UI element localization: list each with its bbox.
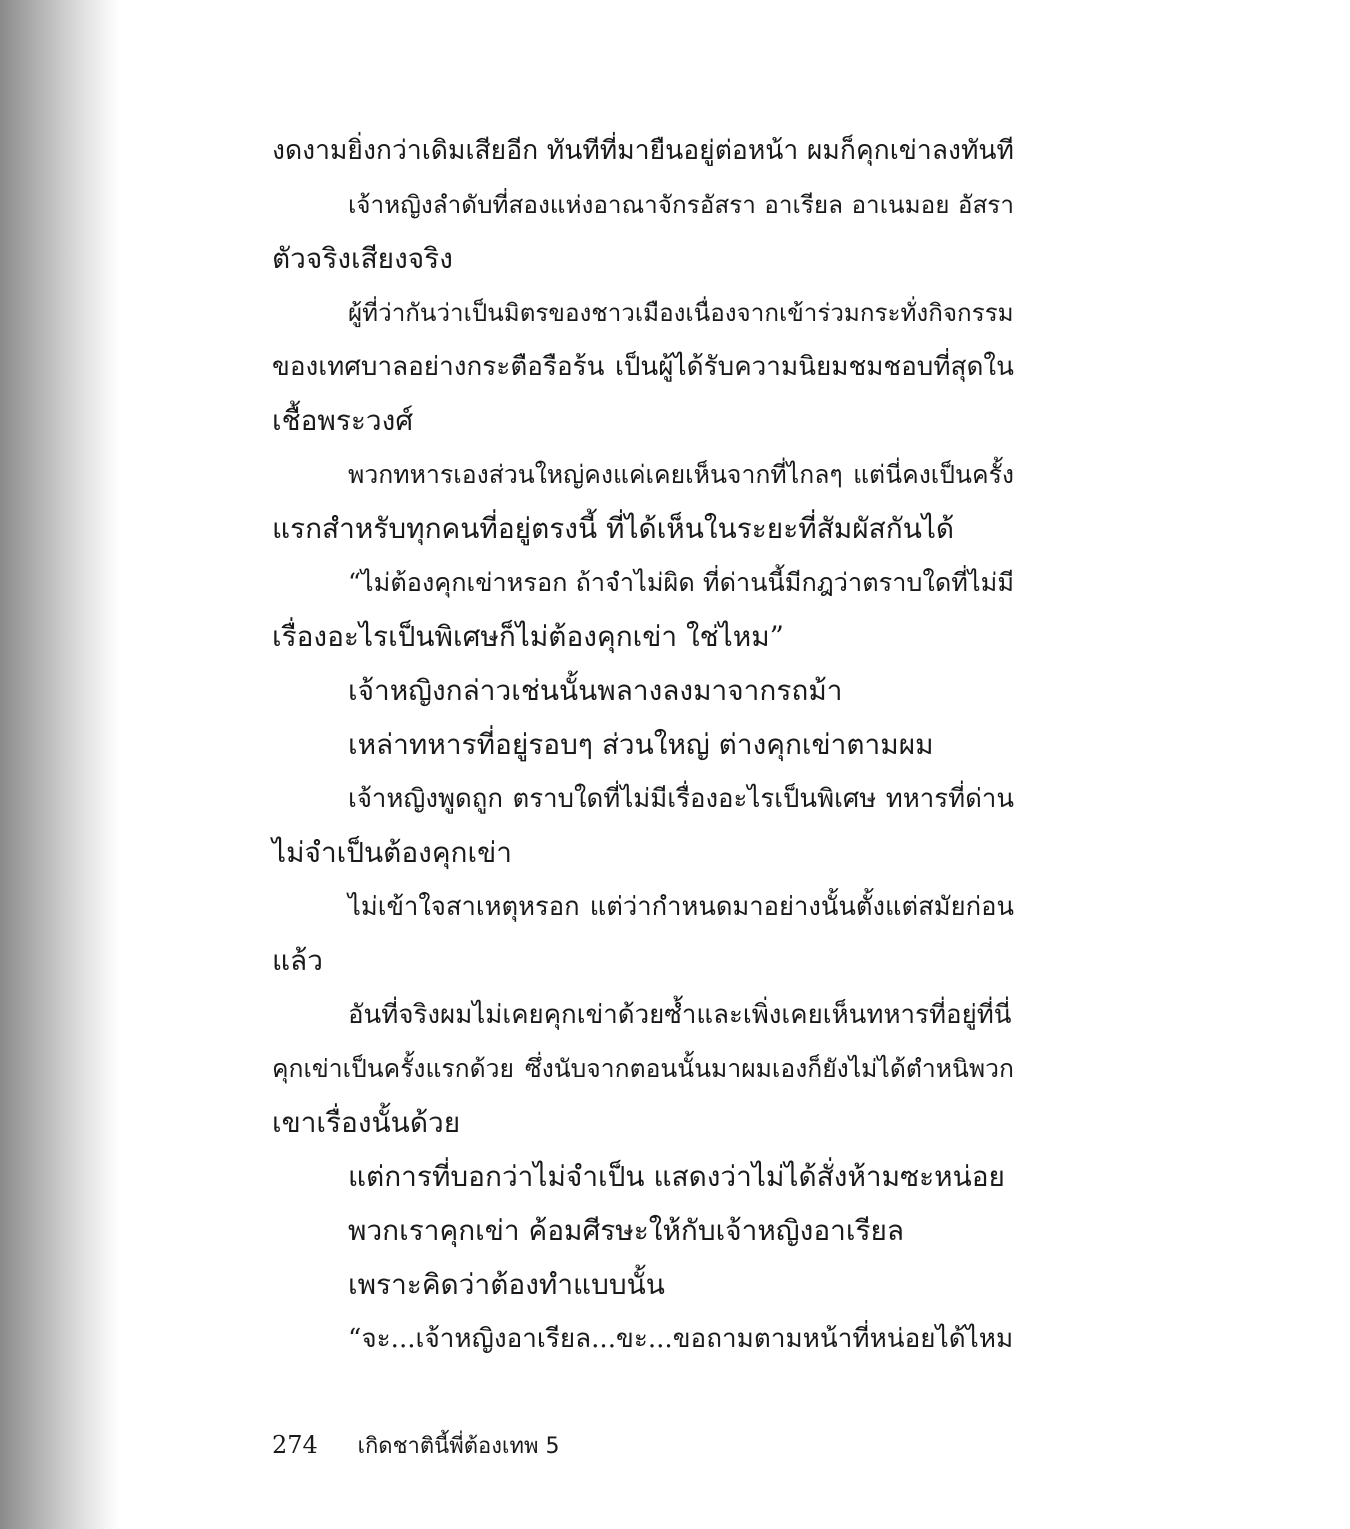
binding-gutter-shadow — [0, 0, 120, 1529]
body-text — [272, 124, 1014, 1366]
text-line: เพราะคิดว่าต้องทำแบบนั้น — [348, 1268, 665, 1301]
text-line: เขาเรื่องนั้นด้วย — [272, 1106, 461, 1139]
text-line: พวกทหารเองส่วนใหญ่คงแค่เคยเห็นจากที่ไกลๆ แต่นี่คงเป็นครั้ง — [348, 460, 1014, 489]
text-line: ผู้ที่ว่ากันว่าเป็นมิตรของชาวเมืองเนื่องจากเข้าร่วมกระทั่งกิจกรรม — [348, 299, 1014, 327]
text-line: เจ้าหญิงกล่าวเช่นนั้นพลางลงมาจากรถม้า — [348, 674, 843, 707]
text-line: เรื่องอะไรเป็นพิเศษก็ไม่ต้องคุกเข่า ใช่ไหม” — [272, 620, 784, 653]
text-line: “จะ...เจ้าหญิงอาเรียล...ขะ...ขอถามตามหน้าที่หน่อยได้ไหม — [348, 1324, 1014, 1354]
page-footer — [272, 1428, 559, 1462]
text-line: เชื้อพระวงศ์ — [272, 404, 414, 437]
text-line: อันที่จริงผมไม่เคยคุกเข่าด้วยซ้ำและเพิ่งเคยเห็นทหารที่อยู่ที่นี่ — [348, 1000, 1012, 1030]
text-line: เจ้าหญิงลำดับที่สองแห่งอาณาจักรอัสรา อาเรียล อาเนมอย อัสรา — [348, 190, 1014, 219]
text-line: ของเทศบาลอย่างกระตือรือร้น เป็นผู้ได้รับความนิยมชมชอบที่สุดใน — [272, 352, 1014, 382]
text-line: ไม่จำเป็นต้องคุกเข่า — [272, 836, 512, 869]
text-line: คุกเข่าเป็นครั้งแรกด้วย ซึ่งนับจากตอนนั้นมาผมเองก็ยังไม่ได้ตำหนิพวก — [272, 1054, 1014, 1083]
text-line: แล้ว — [272, 944, 323, 977]
text-line: แต่การที่บอกว่าไม่จำเป็น แสดงว่าไม่ได้สั่งห้ามซะหน่อย — [348, 1160, 1005, 1193]
text-line: เจ้าหญิงพูดถูก ตราบใดที่ไม่มีเรื่องอะไรเป็นพิเศษ ทหารที่ด่าน — [348, 784, 1014, 814]
text-line: พวกเราคุกเข่า ค้อมศีรษะให้กับเจ้าหญิงอาเรียล — [348, 1214, 905, 1247]
text-line: เหล่าทหารที่อยู่รอบๆ ส่วนใหญ่ ต่างคุกเข่าตามผม — [348, 728, 934, 761]
text-line: “ไม่ต้องคุกเข่าหรอก ถ้าจำไม่ผิด ที่ด่านนี้มีกฎว่าตราบใดที่ไม่มี — [348, 568, 1014, 597]
running-title: เกิดชาตินี้พี่ต้องเทพ 5 — [357, 1434, 560, 1459]
text-line: แรกสำหรับทุกคนที่อยู่ตรงนี้ ที่ได้เห็นในระยะที่สัมผัสกันได้ — [272, 512, 955, 545]
page-number: 274 — [272, 1431, 318, 1459]
text-line: งดงามยิ่งกว่าเดิมเสียอีก ทันทีที่มายืนอยู่ต่อหน้า ผมก็คุกเข่าลงทันที — [272, 135, 1014, 166]
text-line: ไม่เข้าใจสาเหตุหรอก แต่ว่ากำหนดมาอย่างนั้นตั้งแต่สมัยก่อน — [348, 892, 1014, 922]
text-line: ตัวจริงเสียงจริง — [272, 242, 453, 275]
